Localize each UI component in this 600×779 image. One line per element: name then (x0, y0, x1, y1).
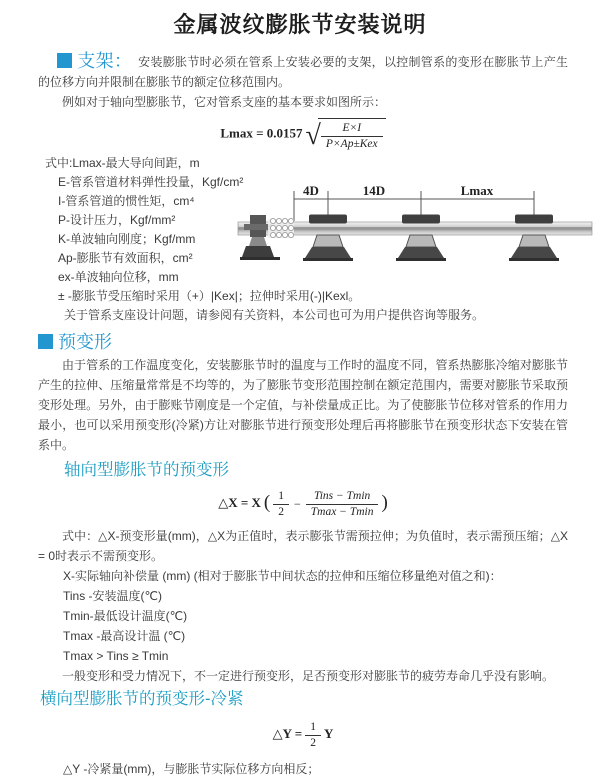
definition-line: E-管系管道材料弹性投量，Kgf/cm² (58, 174, 244, 189)
guide-support (396, 214, 446, 261)
formula-lhs: △Y = (272, 725, 303, 741)
formula-rhs: Y (323, 725, 334, 741)
guide-support (303, 214, 353, 261)
definition-line: ± -膨胀节受压缩时采用（+）|Kex|；拉伸时采用(-)|Kexl。 (58, 288, 361, 303)
dim-label-14d: 14D (362, 182, 386, 198)
axial-note-line: 一般变形和受力情况下，不一定进行预变形，足否预变形对膨胀节的疲劳寿命几乎没有影响。 (62, 668, 555, 683)
document-page (0, 10, 600, 776)
radical-body (318, 118, 386, 152)
definition-line: K-单波轴向刚度；Kgf/mm (58, 231, 196, 246)
formula-definitions (45, 154, 568, 325)
axial-subsection-header: 轴向型膨胀节的预变形 (64, 460, 229, 479)
lateral-subsection-header: 横向型膨胀节的预变形-冷紧 (40, 689, 244, 708)
lateral-note-line: △Y -冷紧量(mm)，与膨胀节实际位移方向相反； (63, 761, 320, 776)
document-body (0, 52, 600, 779)
open-paren: ( (263, 492, 271, 514)
dim-label-4d: 4D (303, 182, 319, 198)
support-intro-text: 安装膨胀节时必须在管系上安装必要的支架，以控制管系的变形在膨胀节上产生的位移方向并限制在膨胀节的额定位移范围内。 (38, 55, 568, 89)
predeform-header-text: 预变形 (58, 331, 112, 352)
guide-support (509, 214, 559, 261)
formula-lhs: Lmax = 0.0157 (220, 125, 303, 141)
axial-note-line: X-实际轴向补偿量 (mm) (相对于膨胀节中间状态的拉伸和压缩位移量绝对值之和)： (63, 568, 502, 583)
close-paren: ) (381, 492, 388, 514)
half-fraction: $\frac{1}{2}$ (305, 720, 321, 751)
definition-line: 式中:Lmax-最大导向间距，m (45, 155, 200, 170)
pipe-support-diagram (236, 178, 594, 278)
definition-line: Ap-膨胀节有效面积，cm² (58, 250, 193, 265)
axial-note-line: Tmax > Tins ≥ Tmin (63, 648, 169, 663)
lmax-formula (38, 118, 568, 152)
bellows-icon (268, 218, 294, 238)
axial-predeform-formula (38, 489, 568, 520)
page-title: 金属波纹膨胀节安装说明 (173, 12, 427, 37)
section-marker-icon (57, 53, 72, 68)
axial-note-line: Tins -安装温度(℃) (63, 588, 163, 603)
dimension-labels (303, 183, 494, 198)
axial-note-line: Tmax -最高设计温 (℃) (63, 628, 186, 643)
section-marker-icon (38, 334, 53, 349)
fraction-denominator: P×Ap±Kex (325, 137, 378, 150)
service-note-line: 关于管系支座设计问题，请参阅有关资料，本公司也可为用户提供咨询等服务。 (64, 307, 485, 322)
predeform-section-header (38, 331, 568, 355)
support-intro-paragraph (38, 52, 568, 92)
definition-line: I-管系管道的惯性矩，cm⁴ (58, 193, 195, 208)
half-fraction: $\frac{1}{2}$ (273, 489, 289, 520)
definition-line: P-设计压力，Kgf/mm² (58, 212, 176, 227)
fraction-numerator: E×I (321, 121, 383, 137)
definition-line: ex-单波轴向位移，mm (58, 269, 179, 284)
dim-label-lmax: Lmax (460, 182, 494, 198)
support-section-header: 支架： (77, 51, 133, 71)
minus-sign: − (293, 497, 301, 512)
axial-note-line: Tmin-最低设计温度(℃) (63, 608, 188, 623)
temperature-fraction: $\frac{\text{Tins − Tmin}}{Tmax - Tmin}$ (306, 489, 379, 520)
formula-lhs: △X = X (218, 495, 261, 511)
predeform-paragraph: 由于管系的工作温度变化，安装膨胀节时的温度与工作时的温度不同，管系热膨胀冷缩对膨胀节产生的拉伸、压缩量常常是不均等的，为了膨胀节变形范围控制在额定范围内，需要对膨胀节采取预变形处理。另外，由于膨账节刚度是一个定值，与补偿量成正比。为了使膨胀节位移对管系的作用力最小，也可以采用预变形(冷紧)方让对膨胀节进行预变形处理后再将膨胀节在预变形状态下安装在管系中。 (38, 357, 568, 452)
axial-note-line: 式中：△X-预变形量(mm)，△X为正值时，表示膨张节需预拉伸；为负值时，表示需预压缩；△X = 0时表示不需预变形。 (38, 528, 568, 563)
lateral-predeform-formula (38, 720, 568, 751)
radical-sign: √ (305, 119, 321, 151)
support-example-line: 例如对于轴向型膨胀节，它对管系支座的基本要求如图所示： (62, 95, 387, 109)
